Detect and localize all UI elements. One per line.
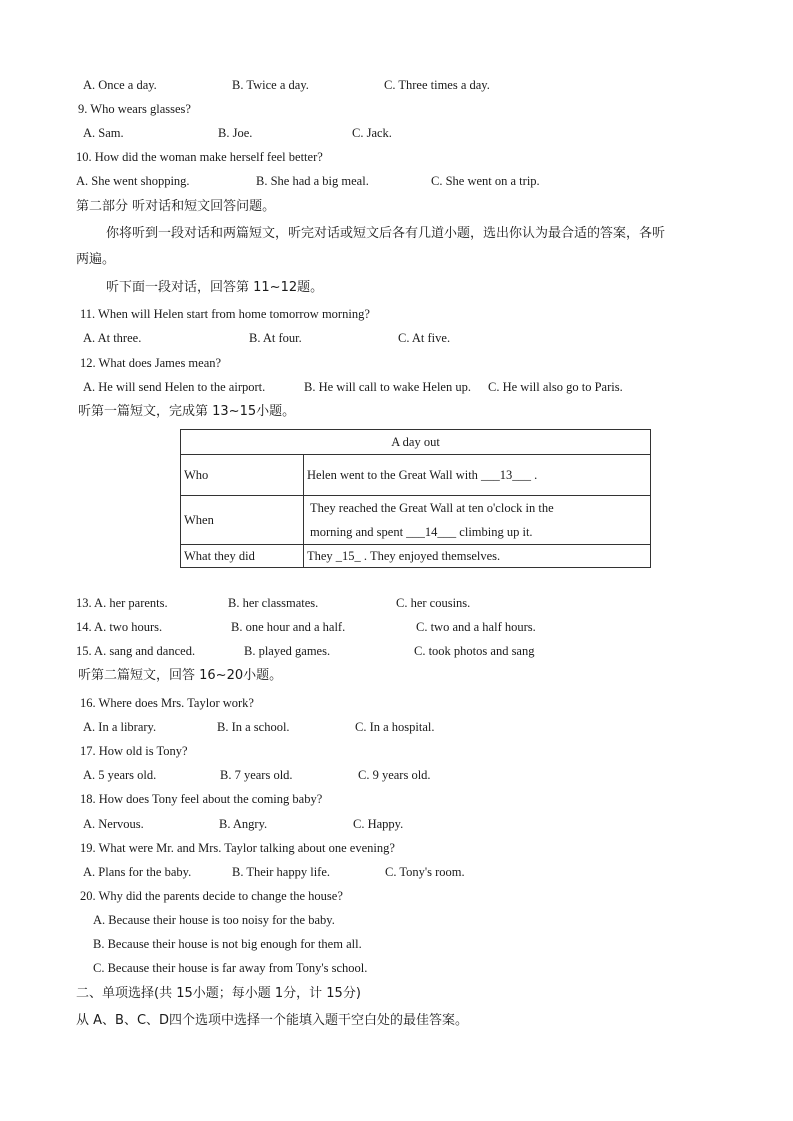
q12-question: 12. What does James mean? [80, 356, 222, 370]
table-row-text-line2: morning and spent ___14___ climbing up it. [310, 525, 533, 539]
q18-option-a: A. Nervous. [83, 817, 144, 831]
q16-question: 16. Where does Mrs. Taylor work? [80, 696, 254, 710]
q16-option-c: C. In a hospital. [355, 720, 435, 734]
q19-option-c: C. Tony's room. [385, 865, 465, 879]
q12-option-b: B. He will call to wake Helen up. [304, 380, 471, 394]
q14-option-b: B. one hour and a half. [231, 620, 346, 634]
q12-option-a: A. He will send Helen to the airport. [83, 380, 266, 394]
q17-option-c: C. 9 years old. [358, 768, 431, 782]
q18-option-c: C. Happy. [353, 817, 404, 831]
part2-title: 第二部分 听对话和短文回答问题。 [76, 199, 276, 214]
table-row [181, 545, 651, 568]
q18-option-b: B. Angry. [219, 817, 268, 831]
q16-option-a: A. In a library. [83, 720, 157, 734]
section2-instruction: 从 A、B、C、D四个选项中选择一个能填入题干空白处的最佳答案。 [76, 1013, 469, 1028]
q16-option-b: B. In a school. [217, 720, 290, 734]
q13-option-a: 13. A. her parents. [76, 596, 168, 610]
q8-option-a: A. Once a day. [83, 78, 157, 92]
q15-option-b: B. played games. [244, 644, 331, 658]
q19-option-b: B. Their happy life. [232, 865, 331, 879]
q17-option-b: B. 7 years old. [220, 768, 293, 782]
table-row-label: When [181, 496, 304, 545]
q11-question: 11. When will Helen start from home tomorrow morning? [80, 307, 370, 321]
q8-option-b: B. Twice a day. [232, 78, 309, 92]
q17-option-a: A. 5 years old. [83, 768, 157, 782]
q11-option-c: C. At five. [398, 331, 451, 345]
q19-question: 19. What were Mr. and Mrs. Taylor talking about one evening? [80, 841, 395, 855]
q15-option-a: 15. A. sang and danced. [76, 644, 196, 658]
q13-option-c: C. her cousins. [396, 596, 471, 610]
q19-option-a: A. Plans for the baby. [83, 865, 192, 879]
table-row [181, 496, 651, 545]
q9-option-b: B. Joe. [218, 126, 253, 140]
table-row-text [304, 496, 651, 545]
q20-option-b: B. Because their house is not big enough for them all. [93, 937, 362, 951]
q17-question: 17. How old is Tony? [80, 744, 188, 758]
part2-instruction-line1: 你将听到一段对话和两篇短文，听完对话或短文后各有几道小题，选出你认为最合适的答案，各听 [106, 226, 666, 241]
q20-option-a: A. Because their house is too noisy for the baby. [93, 913, 335, 927]
q18-question: 18. How does Tony feel about the coming baby? [80, 792, 323, 806]
q10-option-b: B. She had a big meal. [256, 174, 369, 188]
passage1-instruction: 听第一篇短文，完成第 13~15小题。 [78, 404, 296, 419]
q14-option-c: C. two and a half hours. [416, 620, 536, 634]
dialogue-instruction: 听下面一段对话，回答第 11~12题。 [106, 280, 324, 295]
table-row-text-line1: They reached the Great Wall at ten o'clock in the [310, 501, 554, 515]
table-row [181, 455, 651, 496]
q10-question: 10. How did the woman make herself feel better? [76, 150, 323, 164]
q8-option-c: C. Three times a day. [384, 78, 490, 92]
table-row-label: What they did [181, 545, 304, 568]
q9-option-c: C. Jack. [352, 126, 392, 140]
table-row-text: Helen went to the Great Wall with ___13___ . [304, 455, 651, 496]
section2-title: 二、单项选择(共 15小题；每小题 1分，计 15分) [76, 986, 361, 1001]
table-title: A day out [181, 430, 651, 455]
q20-question: 20. Why did the parents decide to change the house? [80, 889, 343, 903]
q11-option-b: B. At four. [249, 331, 302, 345]
q9-option-a: A. Sam. [83, 126, 124, 140]
q10-option-a: A. She went shopping. [76, 174, 190, 188]
table-row-text: They _15_ . They enjoyed themselves. [304, 545, 651, 568]
q11-option-a: A. At three. [83, 331, 142, 345]
q12-option-c: C. He will also go to Paris. [488, 380, 623, 394]
table-row-label: Who [181, 455, 304, 496]
q10-option-c: C. She went on a trip. [431, 174, 540, 188]
q9-question: 9. Who wears glasses? [78, 102, 191, 116]
day-out-table [180, 429, 651, 568]
q13-option-b: B. her classmates. [228, 596, 319, 610]
q14-option-a: 14. A. two hours. [76, 620, 163, 634]
passage2-instruction: 听第二篇短文，回答 16~20小题。 [78, 668, 283, 683]
q15-option-c: C. took photos and sang [414, 644, 535, 658]
q20-option-c: C. Because their house is far away from Tony's school. [93, 961, 368, 975]
part2-instruction-line2: 两遍。 [76, 252, 116, 267]
